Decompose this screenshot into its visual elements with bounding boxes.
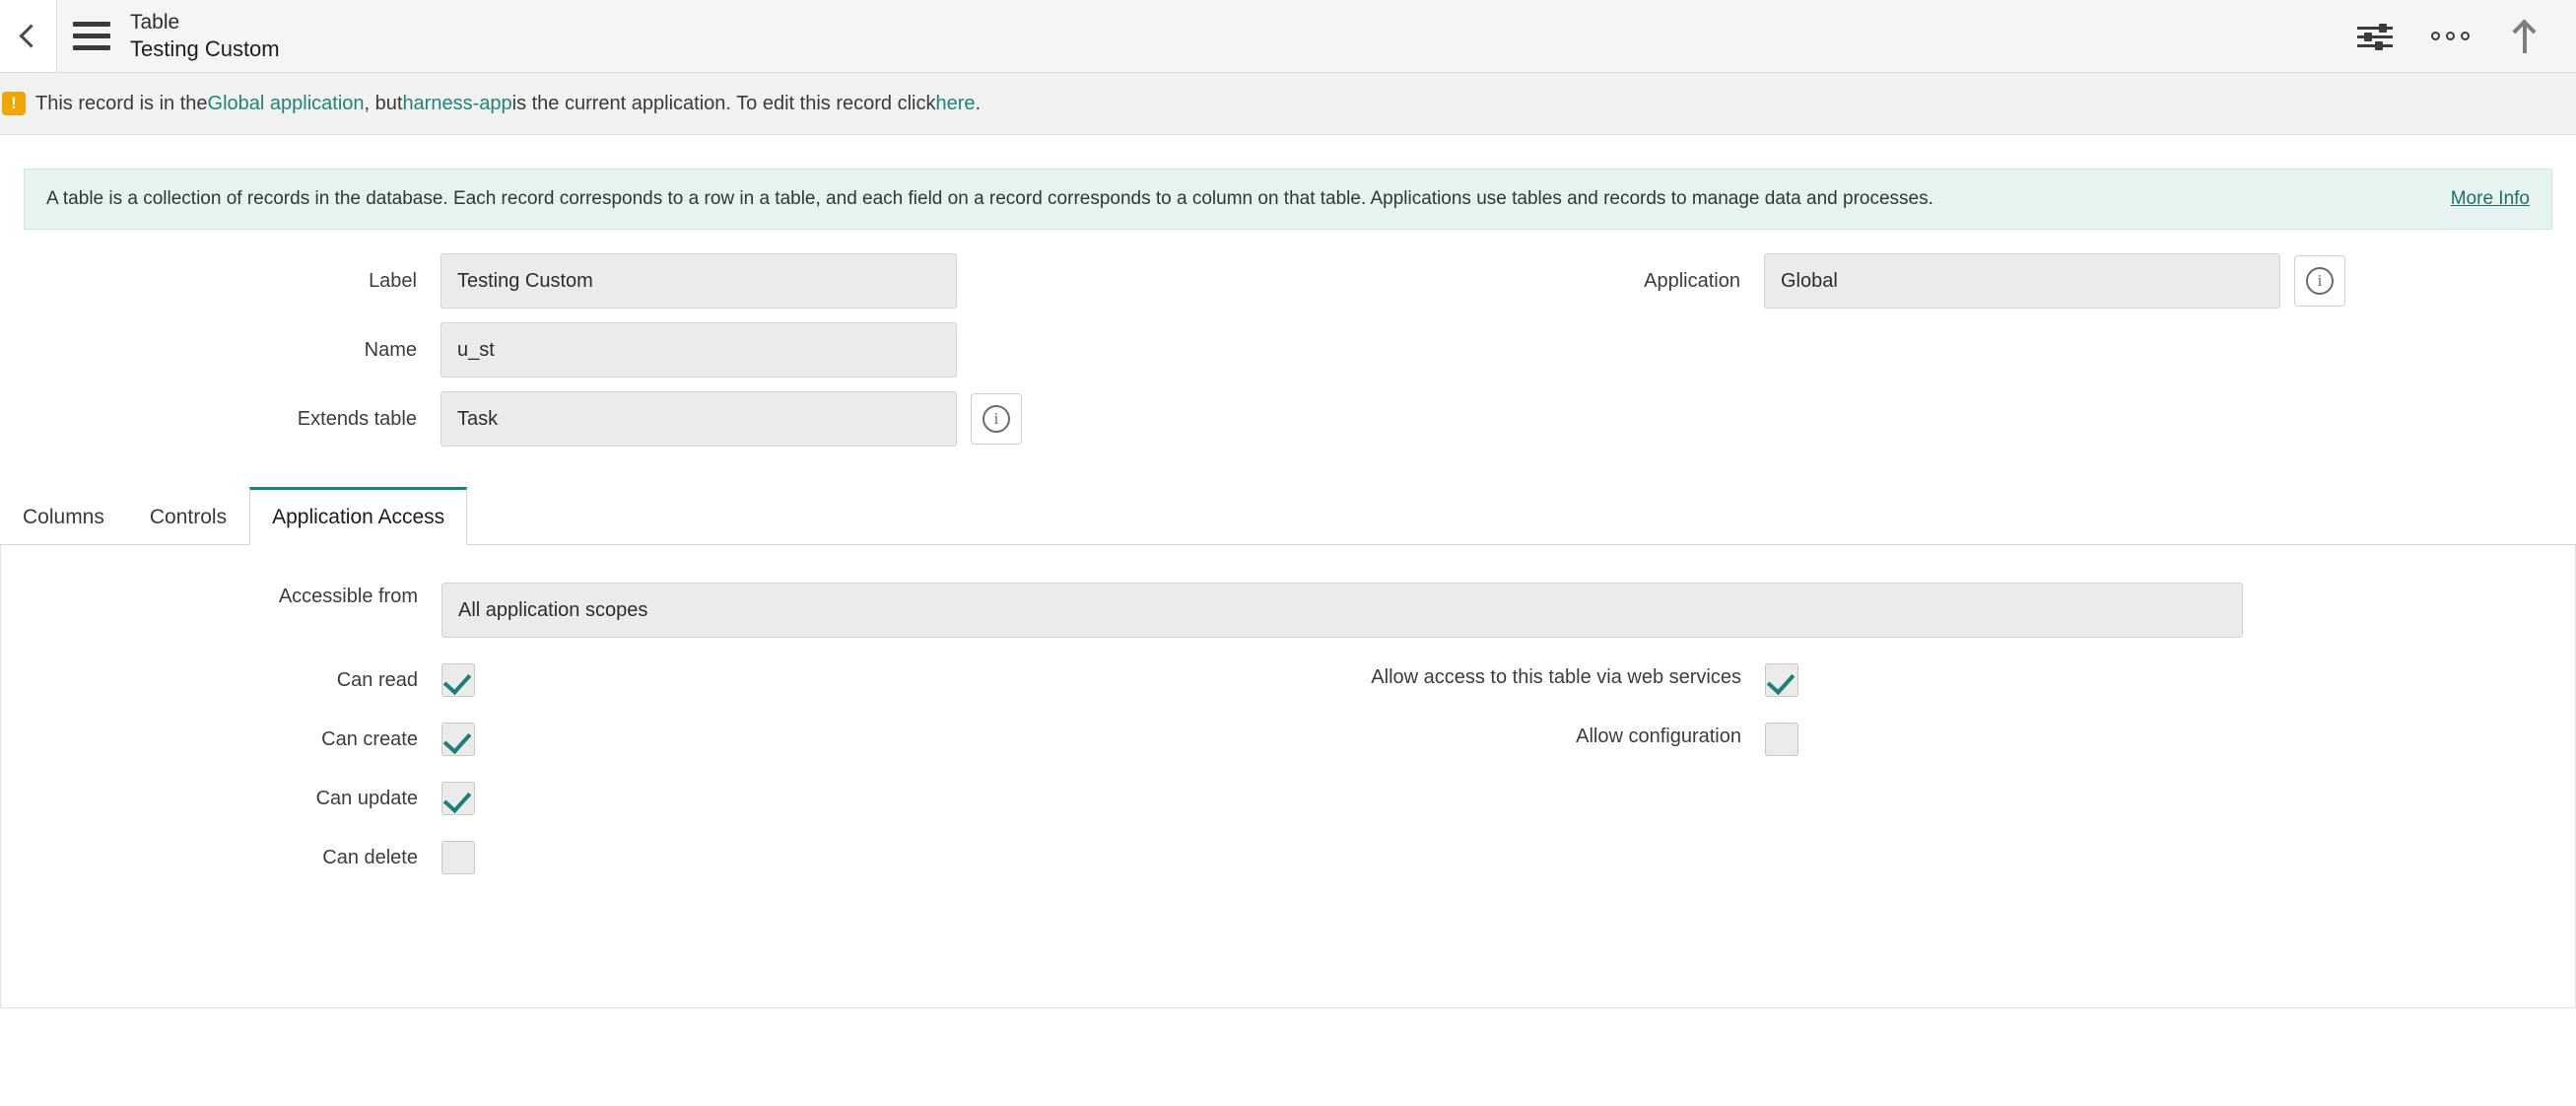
can-create-label: Can create (321, 728, 418, 750)
can-update-group (1, 782, 1272, 815)
more-options-button[interactable] (2412, 0, 2487, 73)
notice-text-2: , but (364, 92, 403, 114)
form-field-application (1271, 253, 2345, 309)
tab-application-access[interactable]: Application Access (249, 487, 467, 545)
extends-table-info-button[interactable] (971, 393, 1022, 445)
tab-columns[interactable]: Columns (23, 506, 104, 528)
header-actions (2338, 0, 2576, 72)
notice-text-1: This record is in the (35, 92, 208, 114)
more-info-link[interactable]: More Info (2450, 188, 2530, 209)
page-title: Testing Custom (130, 36, 280, 61)
can-delete-checkbox[interactable] (441, 841, 475, 874)
form-field-extends-table (0, 391, 1271, 447)
notice-text-3: is the current application. To edit this record click (511, 92, 936, 114)
info-icon: i (983, 405, 1010, 433)
can-read-group (1, 663, 1272, 697)
info-icon: i (2306, 267, 2334, 295)
label-input[interactable]: Testing Custom (441, 253, 957, 309)
info-banner-wrap (0, 135, 2576, 230)
row-can-delete (1, 841, 2575, 874)
notice-text-4: . (975, 92, 982, 114)
form-field-name (0, 322, 1271, 378)
can-update-label: Can update (315, 788, 418, 809)
app-header (0, 0, 2576, 73)
can-create-checkbox[interactable] (441, 723, 475, 756)
form-row-extends (0, 391, 2576, 447)
accessible-from-input[interactable]: All application scopes (441, 583, 2243, 638)
accessible-from-label: Accessible from (278, 586, 418, 607)
application-input[interactable]: Global (1764, 253, 2280, 309)
can-delete-label: Can delete (322, 847, 418, 868)
can-delete-group (1, 841, 1272, 874)
record-form (0, 230, 2576, 1008)
hamburger-menu-icon[interactable] (57, 0, 126, 72)
can-read-checkbox[interactable] (441, 663, 475, 697)
header-title-block (126, 0, 2338, 72)
row-can-create (1, 723, 2575, 756)
extends-table-input[interactable]: Task (441, 391, 957, 447)
table-description-banner (24, 169, 2552, 230)
can-create-group (1, 723, 1272, 756)
application-access-panel (0, 545, 2576, 1008)
upload-button[interactable] (2487, 0, 2562, 73)
filter-button[interactable] (2338, 0, 2412, 73)
name-field-label: Name (364, 338, 417, 361)
can-update-checkbox[interactable] (441, 782, 475, 815)
allow-configuration-checkbox[interactable] (1765, 723, 1798, 756)
application-field-label: Application (1644, 269, 1740, 292)
notice-link-global-application[interactable]: Global application (207, 92, 365, 114)
label-field-label: Label (369, 269, 417, 292)
form-row-label (0, 253, 2576, 309)
name-input[interactable]: u_st (441, 322, 957, 378)
form-tabs (0, 488, 2576, 545)
row-can-update (1, 782, 2575, 815)
chevron-left-icon (19, 24, 42, 47)
can-read-label: Can read (336, 669, 418, 691)
banner-text: A table is a collection of records in the database. Each record corresponds to a row in a table, and each field on a record corresponds to a column on that table. Applications use tables and records to manage data and processes. (46, 188, 1933, 209)
row-can-read (1, 663, 2575, 697)
record-type-label: Table (130, 11, 180, 34)
extends-table-field-label: Extends table (297, 407, 417, 430)
up-arrow-icon (2512, 20, 2538, 53)
notice-link-here[interactable]: here (935, 92, 976, 114)
form-row-name (0, 322, 2576, 378)
more-options-icon (2431, 32, 2470, 40)
application-info-button[interactable] (2294, 255, 2345, 307)
web-services-checkbox[interactable] (1765, 663, 1798, 697)
row-accessible-from (1, 583, 2575, 638)
application-scope-notice (0, 73, 2576, 135)
web-services-group (1272, 663, 1798, 697)
allow-configuration-label: Allow configuration (1576, 726, 1741, 747)
allow-configuration-group (1272, 723, 1798, 756)
warning-icon (2, 92, 26, 115)
form-field-label (0, 253, 1271, 309)
tab-controls[interactable]: Controls (149, 506, 228, 528)
web-services-label: Allow access to this table via web services (1371, 666, 1741, 688)
sliders-icon (2357, 24, 2393, 49)
notice-link-harness-app[interactable]: harness-app (402, 92, 512, 114)
back-button[interactable] (0, 0, 57, 72)
